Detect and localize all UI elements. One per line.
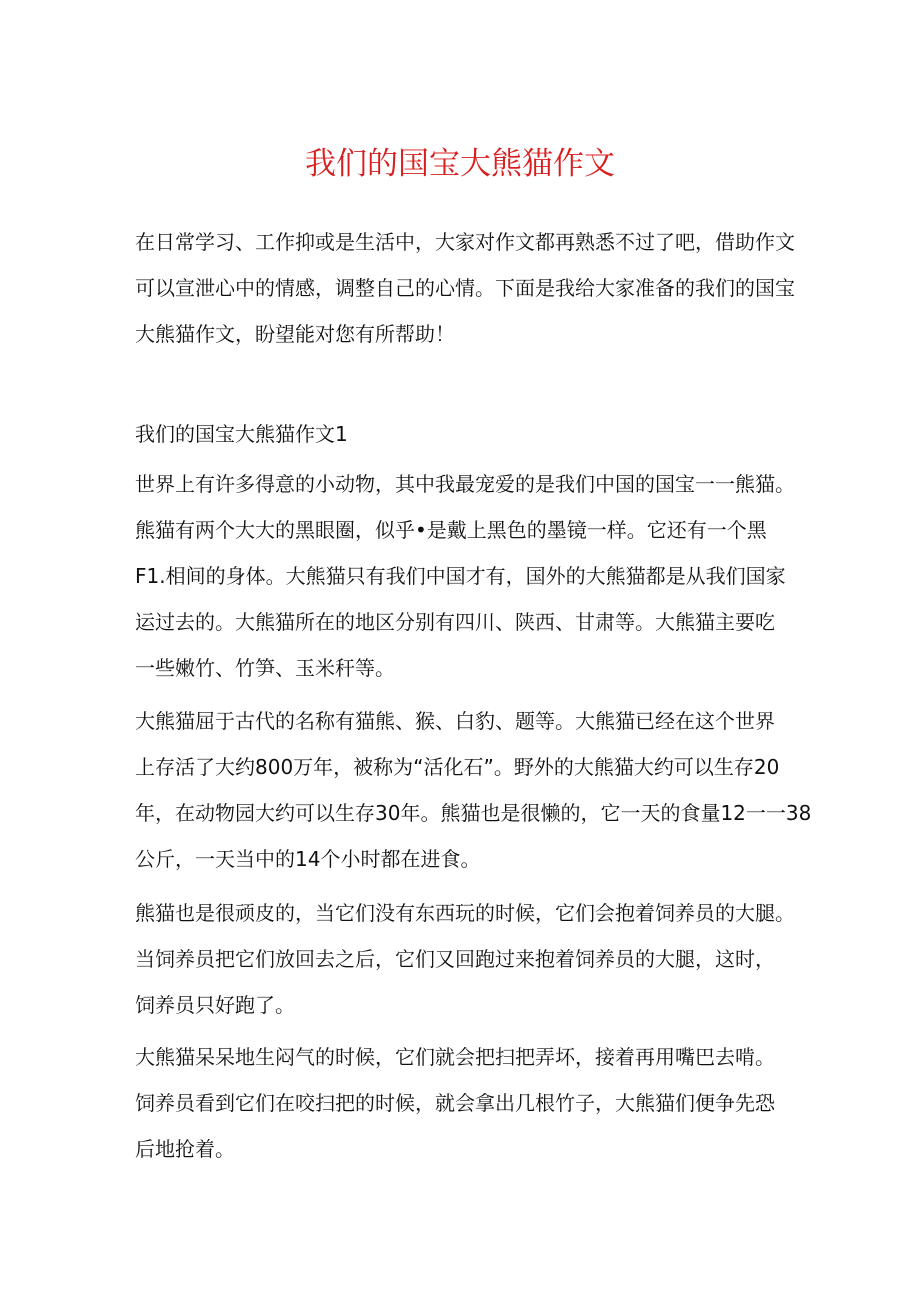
text-line: 熊猫有两个大大的黑眼圈，似乎•是戴上黑色的墨镜一样。它还有一个黑 xyxy=(135,518,767,542)
paragraph-2 xyxy=(135,698,812,882)
text-line: 熊猫也是很顽皮的，当它们没有东西玩的时候，它们会抱着饲养员的大腿。 xyxy=(135,901,795,925)
intro-paragraph xyxy=(135,219,795,357)
text-line: F1.相间的身体。大熊猫只有我们中国才有，国外的大熊猫都是从我们国家 xyxy=(135,564,786,588)
text-line: 饲养员只好跑了。 xyxy=(135,993,295,1017)
text-line: 一些嫩竹、竹笋、玉米秆等。 xyxy=(135,656,395,680)
section-heading: 我们的国宝大熊猫作文1 xyxy=(135,422,348,446)
paragraph-3 xyxy=(135,890,795,1028)
section-heading-block xyxy=(135,411,795,457)
text-line: 可以宣泄心中的情感，调整自己的心情。下面是我给大家准备的我们的国宝 xyxy=(135,276,795,300)
text-line: 大熊猫作文，盼望能对您有所帮助！ xyxy=(135,322,455,346)
paragraph-1 xyxy=(135,461,795,691)
text-line: 运过去的。大熊猫所在的地区分别有四川、陕西、甘肃等。大熊猫主要吃 xyxy=(135,610,775,634)
text-line: 大熊猫呆呆地生闷气的时候，它们就会把扫把弄坏，接着再用嘴巴去啃。 xyxy=(135,1045,775,1069)
text-line: 上存活了大约800万年，被称为“活化石”。野外的大熊猫大约可以生存20 xyxy=(135,755,780,779)
paragraph-4 xyxy=(135,1034,795,1172)
document-title: 我们的国宝大熊猫作文 xyxy=(305,146,615,182)
text-line: 当饲养员把它们放回去之后，它们又回跑过来抱着饲养员的大腿，这时， xyxy=(135,947,775,971)
text-line: 年，在动物园大约可以生存30年。熊猫也是很懒的，它一天的食量12一一38 xyxy=(135,801,812,825)
text-line: 大熊猫屈于古代的名称有猫熊、猴、白豹、题等。大熊猫已经在这个世界 xyxy=(135,709,775,733)
text-line: 世界上有许多得意的小动物，其中我最宠爱的是我们中国的国宝一一熊猫。 xyxy=(135,472,795,496)
text-line: 后地抢着。 xyxy=(135,1137,235,1161)
text-line: 饲养员看到它们在咬扫把的时候，就会拿出几根竹子，大熊猫们便争先恐 xyxy=(135,1091,775,1115)
text-line: 公斤，一天当中的14个小时都在进食。 xyxy=(135,847,481,871)
text-line: 在日常学习、工作抑或是生活中，大家对作文都再熟悉不过了吧，借助作文 xyxy=(135,230,795,254)
